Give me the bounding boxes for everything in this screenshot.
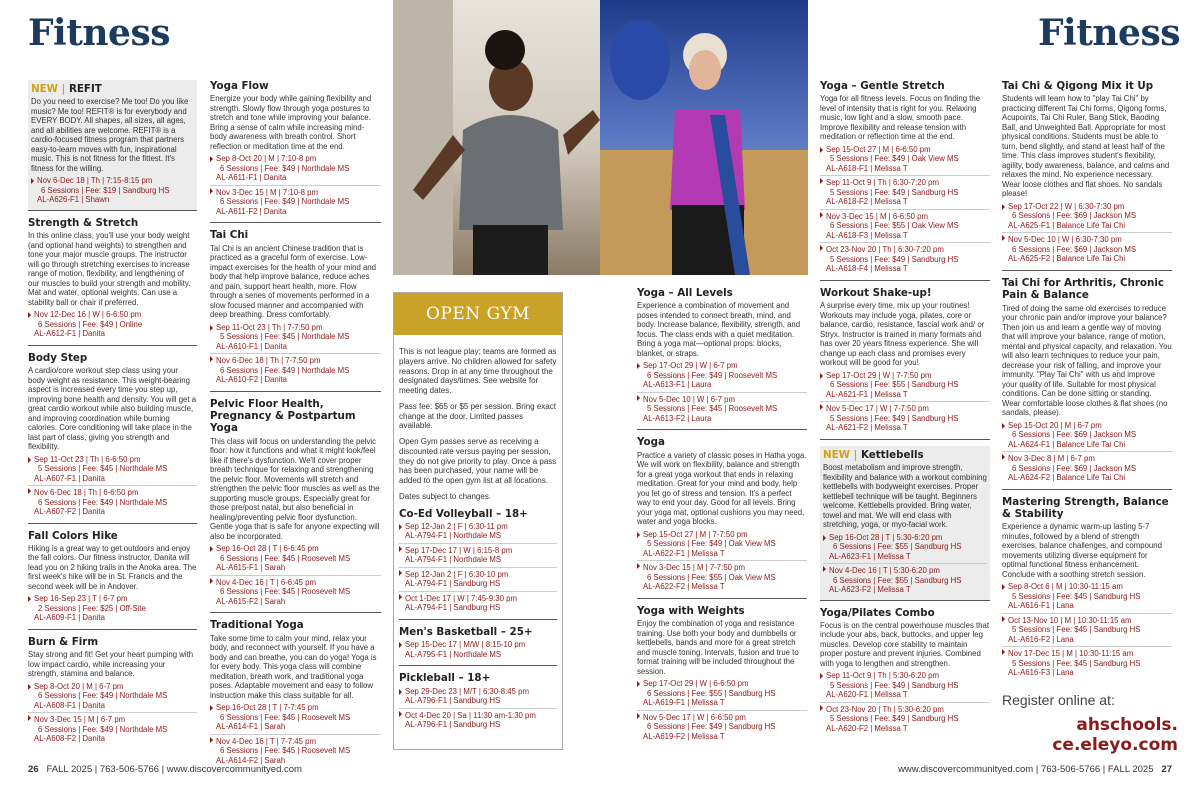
course-title [637,605,807,617]
class-line: AL-A622-F1 | Melissa T [643,548,725,558]
class-listing[interactable] [399,687,557,706]
open-gym-paragraph: This is not league play; teams are formed as players arrive. No children allowed for safety reasons. Drop in at any time throughout the designated days/times. See website for meeting dates. [399,347,557,395]
course-section [1002,496,1172,684]
register-url-line1[interactable]: ahschools. [1076,715,1178,736]
open-gym-section [399,672,557,735]
class-line: AL-A610-F2 | Danita [216,375,287,385]
class-listing[interactable] [820,401,990,433]
class-listing[interactable] [820,242,990,274]
class-line: Sep 17-Oct 29 | W | 7-7:50 pm [826,370,932,380]
course-title-text: Yoga [637,436,665,449]
class-line: Nov 3-Dec 15 | M | 6-7 pm [34,715,126,725]
course-title-text: Strength & Stretch [28,216,139,229]
class-line: 6 Sessions | Fee: $45 | Roosevelt MS [220,746,351,756]
course-title-text: Yoga/Pilates Combo [820,606,935,619]
class-line: Nov 3-Dec 15 | M | 6-6:50 pm [826,211,928,221]
class-listing[interactable] [1002,421,1172,450]
course-description: Experience a dynamic warm-up lasting 5-7 minutes, followed by a blend of strength exercises, balance challenges, and compound movements utilizing diverse equipment for optimal functional fitness enhancement. Conclude with a soothing stretch session. [1002,522,1162,579]
course-title [210,80,381,92]
register-label: Register online at: [1002,692,1115,708]
course-section [820,80,990,281]
class-listing[interactable] [210,353,381,385]
class-listing[interactable] [28,310,197,339]
class-listing[interactable] [637,679,807,708]
course-title-text: Yoga with Weights [637,604,745,617]
class-line: Nov 5-Dec 17 | W | 6-6:50 pm [643,712,746,722]
open-gym-header: OPEN GYM [394,293,562,335]
class-line: Sep 17-Dec 17 | W | 6:15-8 pm [405,545,513,555]
class-line: AL-A619-F2 | Melissa T [643,731,725,741]
class-listing[interactable] [210,323,381,352]
class-line: 5 Sessions | Fee: $49 | Sandburg HS [830,714,959,724]
course-description: Tired of doing the same old exercises to reduce your chronic pain and/or improve your balance? Then join us and learn a gentle way of moving that will improve your balance, range of motion, mental and physical capacity, and relaxation. You will also learn techniques to reduce your pain, decrease your risk of falling, and improve your immunity. "Play Tai Chi" with us and improve your quality of life. Suitable for most physical conditions. Can be done sitting or standing. Wear comfortable loose clothes & flat shoes (no sandals, please). [1002,303,1172,418]
course-title-text: Body Step [28,351,88,364]
course-section [28,636,197,750]
class-line: Oct 23-Nov 20 | Th | 5:30-6:20 pm [826,704,944,714]
class-listing[interactable] [28,485,197,517]
class-line: AL-A620-F2 | Melissa T [826,723,908,733]
class-line: Sep 12-Jan 2 | F | 6:30-10 pm [405,569,509,579]
course-description: A surprise every time, mix up your routines! Workouts may include yoga, pilates, core or balance, cardio, resistance, fascial work and/ or Stryx. Instructor is trained in many formats and has over 20 years fitness experience. She will change up each class and promises every workout will be good for you! [820,301,985,368]
class-line: AL-A620-F1 | Melissa T [826,690,908,700]
class-line: 5 Sessions | Fee: $45 | Roosevelt MS [647,404,778,414]
class-line: 5 Sessions | Fee: $49 | Sandburg HS [830,187,959,197]
class-line: 5 Sessions | Fee: $45 | Sandburg HS [1012,625,1141,635]
course-section [28,530,197,630]
class-line: 5 Sessions | Fee: $49 | Sandburg HS [830,413,959,423]
class-line: AL-A796-F1 | Sandburg HS [405,720,501,730]
column-2 [210,80,381,777]
class-listing[interactable] [28,682,197,711]
class-line: Nov 4-Dec 16 | T | 6-6:45 pm [216,577,316,587]
course-section [210,619,381,771]
class-line: 6 Sessions | Fee: $45 | Roosevelt MS [220,712,351,722]
class-line: AL-A614-F1 | Sarah [216,722,286,732]
course-title-text: Tai Chi & Qigong Mix it Up [1002,80,1154,92]
open-gym-section-title: Co-Ed Volleyball – 18+ [399,507,528,520]
course-section [210,398,381,614]
class-line: Sep 15-Oct 27 | M | 6-6:50 pm [826,144,931,154]
class-line: AL-A796-F1 | Sandburg HS [405,696,501,706]
course-section [637,436,807,598]
class-line: 6 Sessions | Fee: $19 | Sandburg HS [41,185,170,195]
class-listing[interactable] [210,575,381,607]
open-gym-section [399,626,557,666]
class-listing[interactable] [210,185,381,217]
class-line: AL-A618-F2 | Melissa T [826,197,908,207]
class-line: Nov 5-Dec 17 | W | 7-7:50 pm [826,404,929,414]
course-title [823,449,987,461]
class-line: AL-A611-F1 | Danita [216,173,287,183]
course-description: Students will learn how to "play Tai Chi" by practicing different Tai Chi forms, Qigong forms, Acupoints, Tai Chi Ruler, Bang Stick, Baoding Ball, and Unweighted Ball. Appropriate for most physical conditions. Students must be able to turn, bend slightly, and stand at least half of the time. This class improves student's flexibility, agility, body awareness, balance, and calms and relaxes the mind. No experience necessary. Wear loose clothes and flat shoes. No sandals please! [1002,94,1170,199]
class-line: Oct 4-Dec 20 | Sa | 11:30 am-1:30 pm [405,710,536,720]
page-title-left: Fitness [28,12,170,54]
class-line: 5 Sessions | Fee: $45 | Sandburg HS [1012,591,1141,601]
course-description: In this online class, you'll use your body weight (and optional hand weights) to strengthen and tone your major muscle groups. The instructor will go through stretching exercises to increase range of motion, flexibility, and lengthening of our muscles to build your strength and mobility. Mat and water, optional weights. Can use a stability ball or chair if preferred. [28,231,191,307]
course-title [1002,496,1172,521]
class-line: AL-A618-F3 | Melissa T [826,230,908,240]
class-line: Sep 16-Oct 28 | T | 7-7:45 pm [216,703,319,713]
class-listing[interactable] [637,710,807,742]
course-section [28,80,197,211]
course-title-text: Yoga – All Levels [637,287,733,299]
class-listing[interactable] [637,361,807,390]
class-line: AL-A624-F1 | Balance Life Tai Chi [1008,439,1126,449]
course-title-text: Burn & Firm [28,635,99,648]
new-badge: NEW | [823,448,861,461]
class-line: Sep 8-Oct 20 | M | 7:10-8 pm [216,154,317,164]
course-title [1002,80,1172,92]
class-line: AL-A795-F1 | Northdale MS [405,649,502,659]
class-line: AL-A625-F1 | Balance Life Tai Chi [1008,220,1126,230]
course-title [31,83,194,95]
class-line: 6 Sessions | Fee: $55 | Sandburg HS [830,380,959,390]
class-listing[interactable] [399,708,557,730]
class-listing[interactable] [399,591,557,613]
course-title-text: Yoga Flow [210,80,269,92]
class-line: AL-A614-F2 | Sarah [216,755,286,765]
class-line: AL-A794-F1 | Northdale MS [405,531,502,541]
class-line: Nov 5-Dec 10 | W | 6:30-7:30 pm [1008,235,1122,245]
class-line: 6 Sessions | Fee: $49 | Sandburg HS [647,722,776,732]
class-listing[interactable] [1002,202,1172,231]
class-listing[interactable] [823,563,987,595]
class-line: Nov 4-Dec 16 | T | 5:30-6:20 pm [829,566,940,576]
class-line: AL-A613-F1 | Laura [643,380,712,390]
course-description: Do you need to exercise? Me too! Do you like music? Me too! REFIT® is for everybody and EVERY BODY. All shapes, all sizes, all ages, and all abilities are welcome. REFIT® is a cardio-focused fitness program that partners easy-to-learn moves with fun, inspirational music. This is not fitness for the fittest. It's fitness for the willing. [31,97,189,173]
course-title [28,217,197,229]
class-listing[interactable] [31,176,194,205]
class-line: AL-A611-F2 | Danita [216,206,287,216]
class-line: AL-A621-F2 | Melissa T [826,423,908,433]
class-line: 5 Sessions | Fee: $49 | Sandburg HS [830,680,959,690]
class-line: Sep 15-Dec 17 | M/W | 8:15-10 pm [405,640,526,650]
class-line: Sep 17-Oct 29 | W | 6-7 pm [643,361,738,371]
class-line: AL-A794-F1 | Northdale MS [405,555,502,565]
class-line: 6 Sessions | Fee: $55 | Sandburg HS [647,688,776,698]
open-gym-paragraph: Dates subject to changes. [399,491,492,501]
class-line: 5 Sessions | Fee: $45 | Northdale MS [38,464,168,474]
open-gym-section-title: Pickleball – 18+ [399,672,491,685]
class-line: 6 Sessions | Fee: $55 | Sandburg HS [833,575,962,585]
course-title [820,287,990,299]
course-description: Experience a combination of movement and poses intended to connect breath, mind, and body. Increase balance, flexibility, strength, and focus. The class ends with a quiet meditation. Bring a yoga mat—optional props: blocks, blanket, or straps. [637,301,801,358]
footer-left: 26 FALL 2025 | 763-506-5766 | www.discovercommunityed.com [28,764,302,775]
class-line: AL-A610-F1 | Danita [216,341,287,351]
class-listing[interactable] [637,392,807,424]
class-listing[interactable] [637,530,807,559]
course-description: Enjoy the combination of yoga and resistance training. Use both your body and dumbbells or kettlebells, bands and more for a great stretch and muscle toning. Intervals, fusion and true to format training will be included throughout the session. [637,619,799,676]
footer-right: www.discovercommunityed.com | 763-506-5766 | FALL 2025 27 [898,764,1172,775]
class-line: AL-A623-F2 | Melissa T [829,585,911,595]
class-listing[interactable] [820,702,990,734]
class-line: Sep 16-Oct 28 | T | 5:30-6:20 pm [829,532,943,542]
class-line: AL-A613-F2 | Laura [643,413,712,423]
class-line: 6 Sessions | Fee: $49 | Roosevelt MS [647,370,778,380]
course-section [820,607,990,740]
course-description: Yoga for all fitness levels. Focus on finding the level of intensity that is right for you. Relaxing music, low light and a slow, smooth pace. Improve flexibility and release tension with meditation or reflection time at the end. [820,94,981,142]
class-line: 6 Sessions | Fee: $49 | Northdale MS [220,163,350,173]
course-title-text: Workout Shake-up! [820,286,932,299]
class-line: 5 Sessions | Fee: $45 | Sandburg HS [1012,658,1141,668]
class-line: Nov 6-Dec 18 | Th | 7-7:50 pm [216,356,321,366]
class-listing[interactable] [399,567,557,589]
class-listing[interactable] [820,145,990,174]
class-line: 2 Sessions | Fee: $25 | Off-Site [38,603,146,613]
class-line: AL-A608-F1 | Danita [34,700,105,710]
class-line: Nov 5-Dec 10 | W | 6-7 pm [643,394,736,404]
class-line: AL-A794-F1 | Sandburg HS [405,603,501,613]
footer-season: FALL 2025 [46,764,93,775]
open-gym-section [399,508,557,620]
class-line: 5 Sessions | Fee: $49 | Sandburg HS [830,254,959,264]
class-line: Nov 3-Dec 15 | M | 7-7:50 pm [643,563,745,573]
class-line: Nov 6-Dec 18 | Th | 7:15-8:15 pm [37,176,153,186]
class-line: AL-A626-F1 | Shawn [37,195,110,205]
class-listing[interactable] [210,154,381,183]
course-title [637,287,807,299]
class-line: Sep 11-Oct 23 | Th | 7-7:50 pm [216,322,323,332]
class-line: 5 Sessions | Fee: $49 | Oak View MS [830,154,959,164]
class-listing[interactable] [1002,582,1172,611]
course-section [1002,80,1172,271]
course-description: Tai Chi is an ancient Chinese tradition that is practiced as a graceful form of exercise. Low-impact exercises for the health of your mind and body that help improve balance, reduce aches and pain, support heart health, more. Flow through a series of movements performed in a slow focused manner and accompanied with deep breathing. Dress comfortably. [210,243,376,320]
course-section [210,229,381,391]
course-description: Hiking is a great way to get outdoors and enjoy the fall colors. Our fitness instructor, Danita will lead you on 2 hiking trails in the Anoka area. The first week's hike will be in St. Francis and the second week will be in Andover. [28,543,197,591]
class-line: Oct 13-Nov 10 | M | 10:30-11:15 am [1008,615,1132,625]
class-line: AL-A625-F2 | Balance Life Tai Chi [1008,254,1126,264]
course-description: This class will focus on understanding the pelvic floor: how it functions and what it might look/feel like if there's dysfunction. We'll cover proper breath technique for relaxing and strengthening the pelvic floor. Movements will stretch and strengthen the pelvic floor muscles as well as the supporting muscle groups. Especially great for those pre/post natal, but also beneficial in healing/preventing pelvic floor dysfunction. Gentle yoga that is safe for anyone expecting will also be incorporated. [210,436,380,541]
class-line: Sep 11-Oct 23 | Th | 6-6:50 pm [34,454,141,464]
class-line: AL-A609-F1 | Danita [34,613,105,623]
course-section [1002,277,1172,490]
column-5 [820,80,990,745]
class-line: Sep 17-Oct 29 | W | 6-6:50 pm [643,679,749,689]
photo-senior-woman [600,0,808,275]
course-title [820,607,990,619]
class-line: 6 Sessions | Fee: $55 | Oak View MS [830,221,959,231]
course-section [210,80,381,223]
class-listing[interactable] [399,640,557,659]
class-line: Oct 23-Nov 20 | Th | 6:30-7:20 pm [826,245,944,255]
class-line: Nov 4-Dec 16 | T | 7-7:45 pm [216,736,316,746]
class-line: AL-A615-F1 | Sarah [216,563,286,573]
class-line: Sep 8-Oct 6 | M | 10:30-11:15 am [1008,582,1123,592]
class-line: 6 Sessions | Fee: $49 | Online [38,319,143,329]
course-section [820,446,990,601]
course-title-text: Pelvic Floor Health, Pregnancy & Postpartum Yoga [210,397,356,435]
class-line: AL-A623-F1 | Melissa T [829,551,911,561]
class-listing[interactable] [823,533,987,562]
class-line: 6 Sessions | Fee: $45 | Roosevelt MS [220,587,351,597]
class-line: Nov 3-Dec 15 | M | 7:10-8 pm [216,187,318,197]
course-section [637,287,807,430]
class-line: Sep 29-Dec 23 | M/T | 6:30-8:45 pm [405,686,529,696]
class-listing[interactable] [1002,232,1172,264]
class-listing[interactable] [28,712,197,744]
course-title-text: Kettlebells [860,448,924,461]
class-line: Sep 8-Oct 20 | M | 6-7 pm [34,681,124,691]
course-section [637,605,807,747]
course-description: Energize your body while gaining flexibility and strength. Slowly flow through yoga postures to stretch and tone while improving your balance. Bring a sense of calm while increasing mind-body awareness with breath control. Short reflection or meditation time at the end. [210,94,372,151]
course-title [28,530,197,542]
class-line: Nov 12-Dec 16 | W | 6-6:50 pm [34,310,142,320]
course-title-text: REFIT [68,83,102,95]
class-line: AL-A615-F2 | Sarah [216,596,286,606]
class-line: AL-A794-F1 | Sandburg HS [405,579,501,589]
class-listing[interactable] [637,560,807,592]
footer-page-number: 27 [1161,764,1172,775]
class-line: 6 Sessions | Fee: $69 | Jackson MS [1012,244,1137,254]
class-line: AL-A618-F4 | Melissa T [826,264,908,274]
new-badge: NEW | [31,83,69,95]
page-title-right: Fitness [1038,12,1180,54]
footer-website[interactable]: www.discovercommunityed.com [898,764,1034,775]
class-line: Sep 16-Oct 28 | T | 6-6:45 pm [216,544,319,554]
footer-page-number: 26 [28,764,39,775]
class-line: 5 Sessions | Fee: $49 | Oak View MS [647,539,776,549]
class-listing[interactable] [820,371,990,400]
class-line: Sep 12-Jan 2 | F | 6:30-11 pm [405,521,508,531]
class-line: AL-A607-F2 | Danita [34,507,105,517]
open-gym-section-title: Men's Basketball – 25+ [399,625,533,638]
class-line: AL-A607-F1 | Danita [34,473,105,483]
course-description: Practice a variety of classic poses in Hatha yoga. We will work on flexibility, balance and strength for a great yoga workout that ends in relaxing meditation. Great for your mind and body, help you let go of stress and tension. It's a perfect way to end your day. Good for all levels. Bring your yoga mat, optional cushions you may need, water and yoga blocks. [637,450,807,527]
class-line: Sep 17-Oct 22 | W | 6:30-7:30 pm [1008,201,1125,211]
column-6 [1002,80,1172,690]
footer-phone: 763-506-5766 [1040,764,1101,775]
column-4 [637,287,807,753]
class-listing[interactable] [1002,613,1172,645]
class-line: Nov 6-Dec 18 | Th | 6-6:50 pm [34,488,139,498]
course-title-text: Yoga – Gentle Stretch [820,80,945,92]
class-line: AL-A624-F2 | Balance Life Tai Chi [1008,473,1126,483]
course-title [637,436,807,448]
class-listing[interactable] [210,703,381,732]
course-description: Stay strong and fit! Get your heart pumping with low impact cardio, while increasing your strength, stamina and balance. [28,650,194,679]
class-listing[interactable] [820,175,990,207]
class-line: 6 Sessions | Fee: $49 | Northdale MS [38,724,168,734]
class-line: Sep 16-Sep 23 | T | 6-7 pm [34,594,128,604]
class-line: AL-A619-F1 | Melissa T [643,698,725,708]
course-title [210,619,381,631]
class-line: 6 Sessions | Fee: $49 | Northdale MS [38,497,168,507]
course-title [210,229,381,241]
footer-website[interactable]: www.discovercommunityed.com [166,764,302,775]
class-line: AL-A608-F2 | Danita [34,734,105,744]
class-line: 6 Sessions | Fee: $49 | Northdale MS [220,197,350,207]
class-line: Oct 1-Dec 17 | W | 7:45-9:30 pm [405,593,517,603]
course-title [210,398,381,435]
class-listing[interactable] [1002,646,1172,678]
course-title-text: Mastering Strength, Balance & Stability [1002,495,1169,520]
course-title-text: Tai Chi for Arthritis, Chronic Pain & Balance [1002,276,1164,302]
class-listing[interactable] [28,455,197,484]
column-1 [28,80,197,756]
register-url-line2[interactable]: ce.eleyo.com [1052,735,1178,756]
class-line: AL-A618-F1 | Melissa T [826,163,908,173]
class-listing[interactable] [210,734,381,766]
open-gym-paragraph: Pass fee: $65 or $5 per session. Bring exact change at the door. Limited passes available. [399,401,556,431]
course-description: Boost metabolism and improve strength, flexibility and balance with a workout combining kettlebells with bodyweight exercises. Proper kettlebell technique will be taught. Beginners welcome. Kettlebells provided. Bring water, towel and mat. We will end class with stretching, yoga, or myo-facial work. [823,463,987,530]
register-block [1002,692,1178,756]
course-title [28,636,197,648]
class-line: Sep 11-Oct 9 | Th | 5:30-6:20 pm [826,671,939,681]
class-line: 6 Sessions | Fee: $69 | Jackson MS [1012,463,1137,473]
class-line: Sep 15-Oct 27 | M | 7-7:50 pm [643,529,748,539]
class-line: Nov 17-Dec 15 | M | 10:30-11:15 am [1008,649,1134,659]
class-line: AL-A616-F1 | Lana [1008,601,1074,611]
class-line: AL-A616-F3 | Lana [1008,668,1074,678]
class-line: 6 Sessions | Fee: $55 | Oak View MS [647,572,776,582]
course-section [820,287,990,440]
class-listing[interactable] [820,671,990,700]
class-listing[interactable] [399,543,557,565]
course-title-text: Traditional Yoga [210,619,304,632]
class-line: AL-A621-F1 | Melissa T [826,389,908,399]
class-listing[interactable] [399,522,557,541]
course-description: A cardio/core workout step class using your body weight as resistance. This weight-bearing aspect is increased every time you step up, improving bone health and density. You will get a great cardio workout while also building muscle, and improving coordination while burning calories. Core conditioning will take place in the last part of class, giving you strength and flexibility. [28,366,197,452]
class-line: AL-A612-F1 | Danita [34,329,105,339]
class-line: 6 Sessions | Fee: $49 | Northdale MS [38,691,168,701]
open-gym-paragraph: Open Gym passes serve as receiving a discounted rate versus paying per session, they do not give priority to play. Once a pass has been purchased, your name will be added to the open gym list at all locations. [399,437,557,485]
class-line: AL-A616-F2 | Lana [1008,634,1074,644]
course-section [28,217,197,346]
class-line: Sep 11-Oct 9 | Th | 6:30-7:20 pm [826,178,939,188]
class-listing[interactable] [210,544,381,573]
class-line: 6 Sessions | Fee: $45 | Roosevelt MS [220,553,351,563]
course-section [28,352,197,524]
class-line: Sep 15-Oct 20 | M | 6-7 pm [1008,420,1102,430]
class-listing[interactable] [28,594,197,623]
photo-yoga-woman [393,0,600,275]
course-title [28,352,197,364]
class-line: 6 Sessions | Fee: $69 | Jackson MS [1012,430,1137,440]
course-description: Take some time to calm your mind, relax your body, and reconnect with yourself. If you have a body and can breathe, you can do yoga! Yoga is for every body. This yoga class will combine meditation, breath work, and traditional yoga poses. Adaptable movement and easy to follow instruction make this class suitable for all. [210,633,377,700]
course-title [1002,277,1172,302]
course-title-text: Fall Colors Hike [28,529,118,542]
course-description: Focus is on the central powerhouse muscles that include your abs, back, buttocks, and upper leg muscles. Develop core stability to maintain proper posture and prevent injuries. Combined with yoga to lengthen and strengthen. [820,620,990,668]
course-title-text: Tai Chi [210,229,249,242]
class-listing[interactable] [1002,451,1172,483]
footer-season: FALL 2025 [1107,764,1154,775]
footer-phone: 763-506-5766 [99,764,160,775]
class-line: Nov 3-Dec 8 | M | 6-7 pm [1008,454,1095,464]
open-gym-box [393,292,563,750]
class-line: AL-A622-F2 | Melissa T [643,582,725,592]
class-line: 5 Sessions | Fee: $45 | Northdale MS [220,332,350,342]
class-line: 6 Sessions | Fee: $69 | Jackson MS [1012,211,1137,221]
course-title [820,80,990,92]
class-listing[interactable] [820,209,990,241]
class-line: 6 Sessions | Fee: $55 | Sandburg HS [833,542,962,552]
class-line: 6 Sessions | Fee: $49 | Northdale MS [220,365,350,375]
